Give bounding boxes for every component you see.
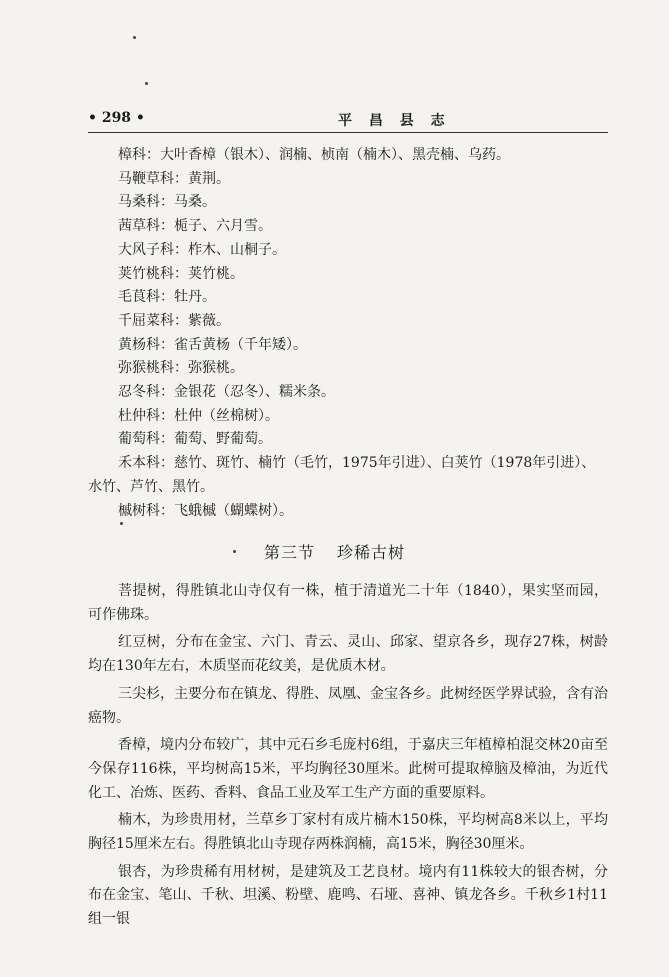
family-name: 茜草科： [118,218,174,235]
species-list: 杜仲（丝棉树）。 [174,407,279,424]
plant-family-list [88,144,608,523]
family-name: 千屈菜科： [118,312,188,329]
family-entry [88,215,608,239]
paragraph: 香樟，境内分布较广，其中元石乡毛庞村6组，于嘉庆三年植樟柏混交林20亩至今保存116株，平均树高15米，平均胸径30厘米。此树可提取樟脑及樟油，为近代化工、冶炼、医药、香料、食品工业及军工生产方面的重要原料。 [88,737,608,801]
scan-speck [120,522,123,525]
family-name: 樟科： [118,147,160,163]
family-name: 马桑科： [118,194,174,211]
species-list: 牡丹。 [174,289,216,306]
section-heading [0,540,669,563]
species-list: 大叶香樟（银木）、润楠、桢南（楠木）、黑壳楠、乌药。 [160,147,510,163]
family-name: 禾本科： [118,455,174,472]
family-entry [88,357,608,381]
species-list: 慈竹、斑竹、楠竹（毛竹，1975年引进）、白荚竹（1978年引进）、水竹、芦竹、黑竹。 [88,455,596,495]
family-name: 荚竹桃科： [118,265,188,282]
paragraph: 银杏，为珍贵稀有用材树，是建筑及工艺良材。境内有11株较大的银杏树，分布在金宝、笔山、千秋、坦溪、粉壁、鹿鸣、石垭、喜神、镇龙各乡。千秋乡1村11组一银 [88,863,608,928]
species-list: 荚竹桃。 [188,265,244,282]
family-entry [88,381,608,405]
family-name: 葡萄科： [118,431,174,448]
paragraph: 楠木，为珍贵用材，兰草乡丁家村有成片楠木150株，平均树高8米以上，平均胸径15厘米左右。得胜镇北山寺现存两株润楠，高15米，胸径30厘米。 [88,812,608,853]
family-entry [88,191,608,215]
running-title: 平 昌 县 志 [338,113,451,129]
body-text [88,580,608,936]
page-header [88,110,608,130]
species-list: 雀舌黄杨（千年矮）。 [174,336,307,353]
page-number: • 298 • [88,110,145,126]
family-entry [88,286,608,310]
family-entry [88,405,608,429]
paragraph: 菩提树，得胜镇北山寺仅有一株，植于清道光二十年（1840），果实坚而园，可作佛珠。 [88,583,608,623]
family-entry [88,310,608,334]
family-entry [88,334,608,358]
family-entry [88,452,608,499]
species-list: 黄荆。 [188,170,230,187]
family-name: 弥猴桃科： [118,360,188,377]
species-list: 栀子、六月雪。 [174,218,272,235]
species-list: 弥猴桃。 [188,360,244,377]
family-entry [88,428,608,452]
species-list: 葡萄、野葡萄。 [174,431,272,448]
family-name: 杜仲科： [118,407,174,424]
family-name: 忍冬科： [118,384,174,401]
family-name: 大风子科： [118,241,188,258]
family-name: 黄杨科： [118,336,174,353]
section-title: 珍稀古树 [337,543,406,562]
scan-speck [133,36,136,39]
section-number: 第三节 [263,543,315,562]
species-list: 紫薇。 [188,312,230,329]
family-entry [88,144,608,168]
family-name: 马鞭草科： [118,170,188,187]
family-entry [88,239,608,263]
family-entry [88,168,608,192]
family-entry [88,263,608,287]
family-name: 毛茛科： [118,289,174,306]
family-entry [88,500,608,524]
scan-speck [145,82,148,85]
paragraph: 三尖杉，主要分布在镇龙、得胜、凤凰、金宝各乡。此树经医学界试验，含有治癌物。 [88,685,608,726]
species-list: 柞木、山桐子。 [188,241,286,258]
family-name: 槭树科： [118,502,174,519]
paragraph: 红豆树，分布在金宝、六门、青云、灵山、邱家、望京各乡，现存27株，树龄均在130年左右，木质坚而花纹美，是优质木材。 [88,634,608,675]
species-list: 马桑。 [174,194,216,211]
species-list: 金银花（忍冬）、糯米条。 [174,384,335,401]
header-rule [88,132,608,133]
scan-speck [233,550,236,553]
species-list: 飞蛾槭（蝴蝶树）。 [174,502,293,519]
